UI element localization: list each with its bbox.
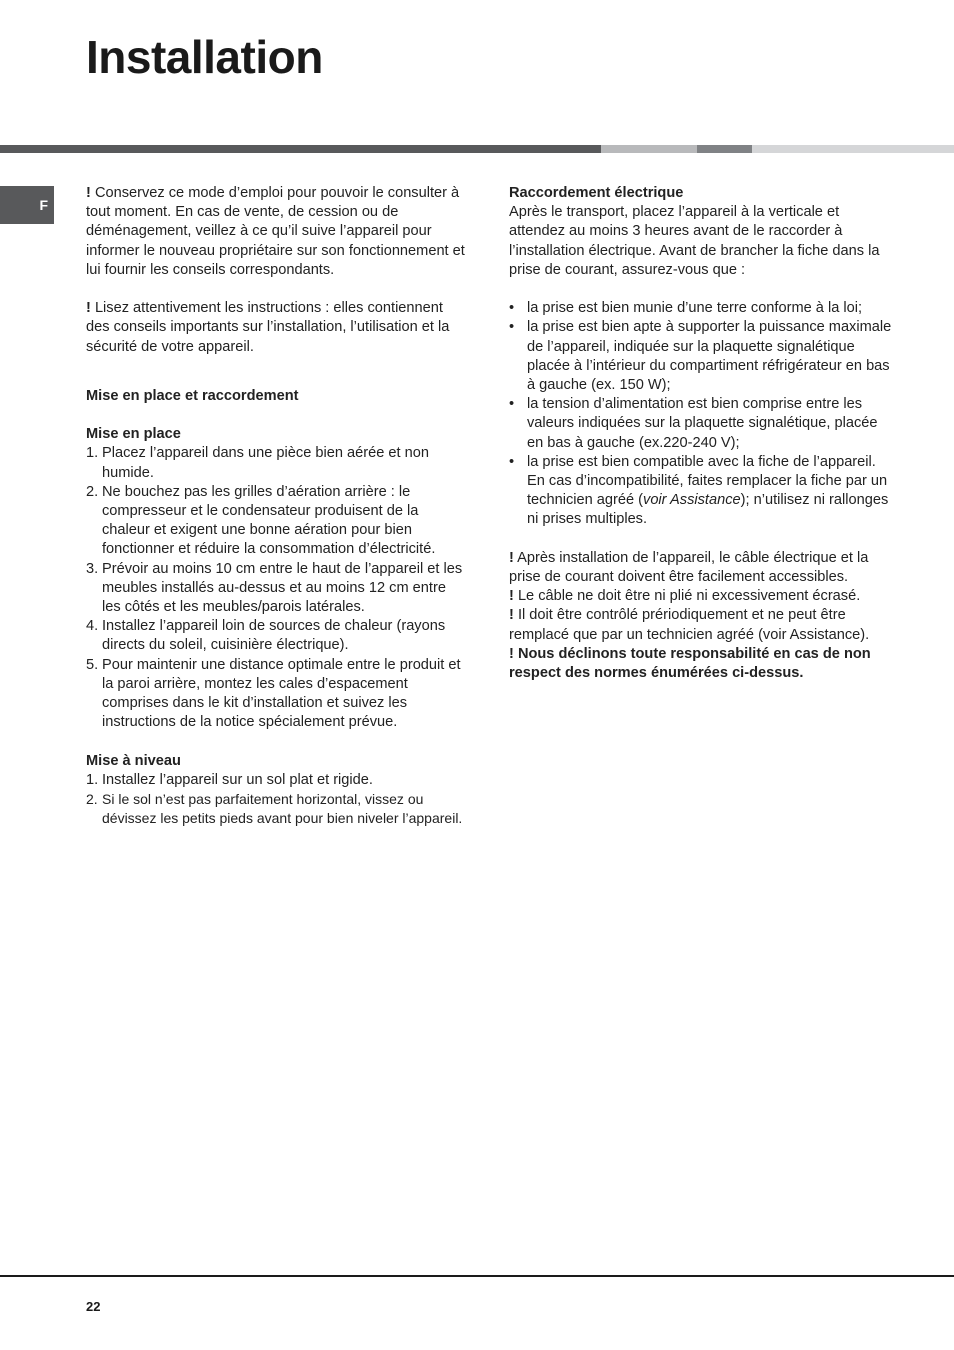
list-item [509,299,893,318]
bullet-icon: • [509,396,515,413]
list-item [86,483,466,560]
section-heading: Mise en place et raccordement [86,387,299,404]
warning-text: Il doit être contrôlé prériodiquement et ne peut être remplacé que par un technicien agréé (voir Assistance). [509,607,870,643]
leveling-heading: Mise à niveau [86,752,181,769]
exclamation-icon: ! [509,607,514,624]
item-number: 4. [86,618,99,635]
list-item [86,617,466,655]
bullet-icon: • [509,453,515,470]
incompat-text: En cas d’incompatibilité, faites remplacer la fiche par un technicien agréé ( [527,473,888,509]
note-keep-manual-text: Conservez ce mode d’emploi pour pouvoir le consulter à tout moment. En cas de vente, de cession ou de déménagement, veillez à ce qu’il suive l’appareil pour informer le nouveau propriétaire sur son fonctionnement et lui fournir les conseils correspondants. [86,185,465,278]
list-item [509,318,893,395]
item-number: 1. [86,771,99,788]
item-text: Placez l’appareil dans une pièce bien aérée et non humide. [102,445,429,481]
item-number: 5. [86,656,99,673]
incompat-italic: voir Assistance [643,492,741,509]
item-text: la prise est bien apte à supporter la puissance maximale de l’appareil, indiquée sur la plaquette signalétique placée à l’intérieur du compartiment réfrigérateur en bas à gauche (ex. 150 W); [527,319,892,394]
item-number: 2. [86,791,98,808]
exclamation-icon: ! [509,588,514,605]
header-band-mid [697,145,752,153]
item-text: Pour maintenir une distance optimale entre le produit et la paroi arrière, montez les cales d’espacement comprises dans le kit d’installation et suivez les instructions de la notice spécialement prévue. [102,656,461,731]
exclamation-icon: ! [86,185,91,201]
item-text: Ne bouchez pas les grilles d’aération arrière : le compresseur et le condensateur produisent de la chaleur et exigent une bonne aération pour bien fonctionner et réduire la consommation d’électricité. [102,483,436,558]
warning-accessible [509,549,893,587]
exclamation-icon: ! [509,549,514,566]
electrical-intro: Après le transport, placez l’appareil à la verticale et attendez au moins 3 heures avant de le raccorder à l’installation électrique. Avant de brancher la fiche dans la prise de courant, assurez-vous que : [509,204,880,278]
item-text: la tension d’alimentation est bien comprise entre les valeurs indiquées sur la plaquette signalétique, placée en bas à gauche (ex.220-240 V); [527,396,878,451]
note-keep-manual [86,184,466,280]
bullet-icon: • [509,319,515,336]
list-item [509,453,893,530]
warning-text: Le câble ne doit être ni plié ni excessivement écrasé. [517,588,861,605]
header-band-light [601,145,697,153]
warning-inspection [509,606,893,644]
list-item [86,771,466,790]
incompat-text-end: ); n’utilisez ni rallonges ni prises multiples. [527,492,889,528]
warning-text: Nous déclinons toute responsabilité en cas de non respect des normes énumérées ci-dessus. [509,645,871,682]
item-number: 1. [86,445,99,462]
exclamation-icon: ! [86,300,91,317]
list-item [86,560,466,618]
left-column [86,184,466,828]
item-number: 2. [86,483,99,500]
item-text: Prévoir au moins 10 cm entre le haut de l’appareil et les meubles installés au-dessus et au moins 12 cm entre les côtés et les meubles/parois latérales. [102,560,463,616]
page-title: Installation [86,31,323,83]
list-item [86,656,466,733]
header-band-dark [0,145,601,153]
header-band-pale [752,145,954,153]
item-text: Installez l’appareil sur un sol plat et rigide. [102,771,373,788]
exclamation-icon: ! [509,645,514,662]
list-item [86,444,466,482]
item-text: Installez l’appareil loin de sources de chaleur (rayons directs du soleil, cuisinière électrique). [102,618,446,654]
page-number: 22 [86,1299,101,1314]
item-number: 3. [86,560,99,577]
electrical-checklist [509,299,893,529]
item-text: la prise est bien munie d’une terre conforme à la loi; [527,300,863,317]
footer-rule [0,1275,954,1277]
electrical-heading: Raccordement électrique [509,185,684,201]
warning-cable [509,587,893,606]
item-text: la prise est bien compatible avec la fiche de l’appareil. [527,453,876,470]
list-item [86,790,466,828]
leveling-list [86,771,466,829]
bullet-icon: • [509,300,515,317]
placement-list [86,444,466,732]
list-item [509,395,893,453]
note-read-instructions [86,299,466,357]
warning-liability [509,645,893,683]
placement-heading: Mise en place [86,426,181,443]
right-column [509,184,893,683]
item-text: Si le sol n’est pas parfaitement horizontal, vissez ou dévissez les petits pieds avant pour bien niveler l’appareil. [102,791,463,827]
language-tab: F [0,186,54,224]
note-read-instructions-text: Lisez attentivement les instructions : elles contiennent des conseils importants sur l’installation, l’utilisation et la sécurité de votre appareil. [86,300,450,355]
warning-text: Après installation de l’appareil, le câble électrique et la prise de courant doivent être facilement accessibles. [509,549,869,586]
